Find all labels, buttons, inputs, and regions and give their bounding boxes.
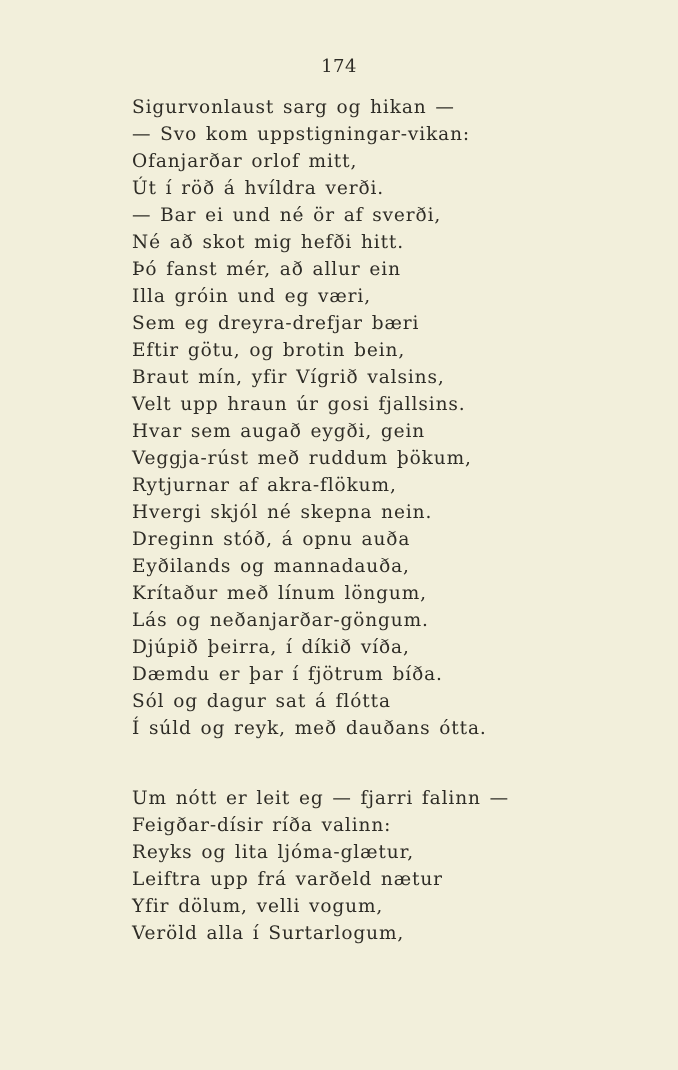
poem-line: Þó fanst mér, að allur ein — [132, 259, 401, 280]
poem-line: Sem eg dreyra-drefjar bæri — [132, 313, 420, 334]
poem-line: Sigurvonlaust sarg og hikan — — [132, 97, 455, 118]
poem-line: Dæmdu er þar í fjötrum bíða. — [132, 664, 443, 685]
poem-line: Út í röð á hvíldra verði. — [132, 178, 385, 199]
poem-line: Reyks og lita ljóma-glætur, — [132, 842, 415, 863]
poem-line: Lás og neðanjarðar-göngum. — [132, 610, 429, 631]
poem-line: Veggja-rúst með ruddum þökum, — [132, 448, 472, 469]
poem-line: Hvar sem augað eygði, gein — [132, 421, 426, 442]
poem-line: Eftir götu, og brotin bein, — [132, 340, 406, 361]
poem-line: Yfir dölum, velli vogum, — [132, 896, 384, 917]
poem-line: Í súld og reyk, með dauðans ótta. — [132, 718, 487, 739]
poem-line: — Bar ei und né ör af sverði, — [132, 205, 442, 226]
poem-line: Dreginn stóð, á opnu auða — [132, 529, 411, 550]
page-number: 174 — [321, 56, 357, 77]
poem-stanza-1 — [132, 94, 487, 742]
poem-line: Ofanjarðar orlof mitt, — [132, 151, 358, 172]
poem-line: — Svo kom uppstigningar-vikan: — [132, 124, 471, 145]
poem-line: Né að skot mig hefði hitt. — [132, 232, 405, 253]
poem-line: Braut mín, yfir Vígrið valsins, — [132, 367, 445, 388]
poem-line: Eyðilands og mannadauða, — [132, 556, 410, 577]
poem-line: Illa gróin und eg væri, — [132, 286, 371, 307]
poem-line: Velt upp hraun úr gosi fjallsins. — [132, 394, 466, 415]
poem-line: Leiftra upp frá varðeld nætur — [132, 869, 443, 890]
poem-line: Djúpið þeirra, í díkið víða, — [132, 637, 410, 658]
poem-line: Um nótt er leit eg — fjarri falinn — — [132, 788, 510, 809]
poem-line: Rytjurnar af akra-flökum, — [132, 475, 397, 496]
poem-line: Sól og dagur sat á flótta — [132, 691, 391, 712]
poem-line: Krítaður með línum löngum, — [132, 583, 427, 604]
poem-line: Feigðar-dísir ríða valinn: — [132, 815, 392, 836]
poem-line: Veröld alla í Surtarlogum, — [132, 923, 405, 944]
poem-line: Hvergi skjól né skepna nein. — [132, 502, 433, 523]
poem-stanza-2 — [132, 785, 509, 947]
